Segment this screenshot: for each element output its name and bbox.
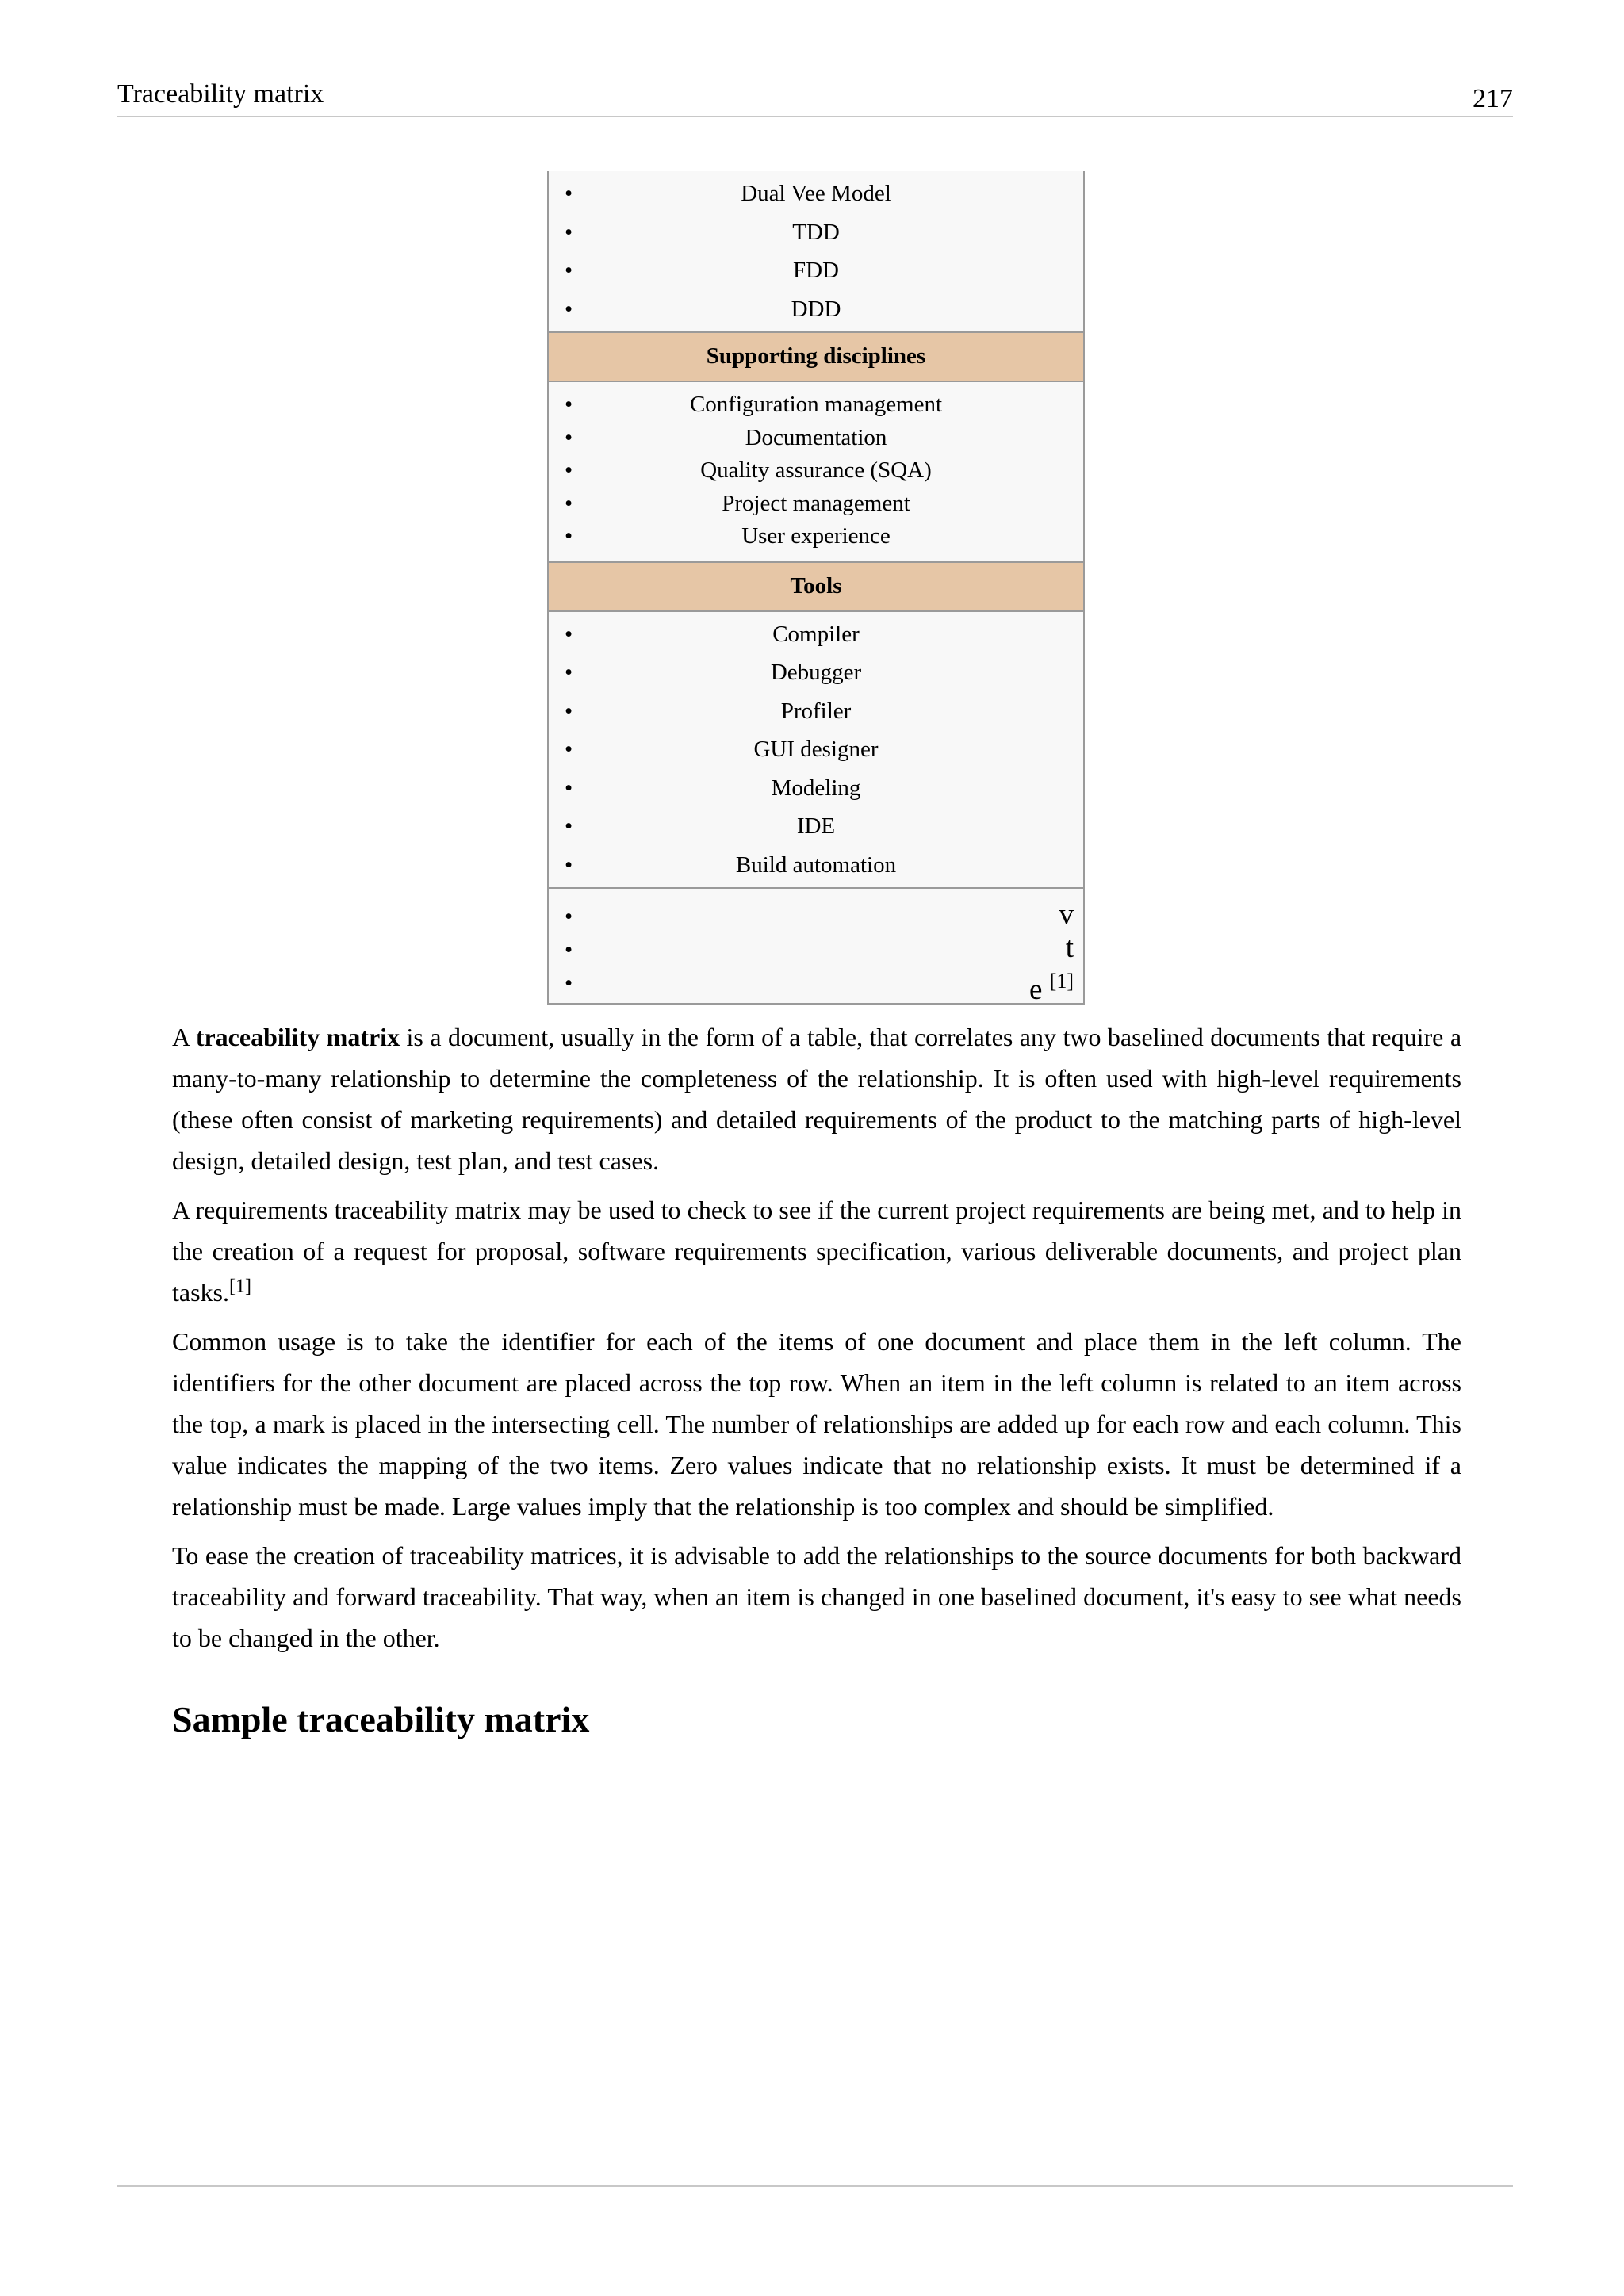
navbox-link-configuration-management[interactable]: Configuration management xyxy=(689,392,943,417)
navbox-link-ide[interactable]: IDE xyxy=(796,813,836,839)
paragraph-ease-creation: To ease the creation of traceability matrices, it is advisable to add the relationships to the source documents for both backward traceability and forward traceability. That way, when an item is changed in one baselined document, it's easy to see what needs to be changed in the other. xyxy=(172,1541,1461,1652)
bullet: • xyxy=(565,296,573,322)
list-item[interactable] xyxy=(558,290,1074,329)
bullet: • xyxy=(565,660,573,685)
bullet: • xyxy=(565,523,573,549)
defined-term: traceability matrix xyxy=(195,1023,400,1051)
bullet: • xyxy=(565,775,573,801)
navbox-link-debugger[interactable]: Debugger xyxy=(770,660,862,685)
footer-rule xyxy=(117,2185,1513,2187)
list-item[interactable] xyxy=(558,807,1074,846)
list-item[interactable] xyxy=(558,846,1074,885)
navbox-link-gui-designer[interactable]: GUI designer xyxy=(753,737,879,762)
bullet: • xyxy=(565,219,573,245)
paragraph-text: is a document, usually in the form of a table, that correlates any two baselined documents that require a many-to-many relationship to determine the completeness of the relationship. It is often used with high-level requirements (these often consist of marketing requirements) and detailed requirements of the product to the matching parts of high-level design, detailed design, test plan, and test cases. xyxy=(172,1023,1462,1175)
list-item[interactable] xyxy=(558,692,1074,731)
list-item[interactable] xyxy=(558,520,1074,553)
vte-talk-link[interactable]: t xyxy=(1065,932,1074,964)
navbox-link-fdd[interactable]: FDD xyxy=(792,258,839,283)
bullet: • xyxy=(565,424,573,450)
paragraph-text: A requirements traceability matrix may be used to check to see if the current project requirements are being met, and to help in the creation of a request for proposal, software requirements specification, various deliverable documents, and project plan tasks. xyxy=(172,1196,1461,1307)
navbox-link-ddd[interactable]: DDD xyxy=(791,296,841,322)
bullet: • xyxy=(565,621,573,647)
navbox-tools-list xyxy=(549,612,1083,888)
bullet: • xyxy=(565,851,573,878)
navbox-header-tools: Tools xyxy=(549,561,1083,612)
bullet: • xyxy=(565,181,573,206)
list-item[interactable] xyxy=(558,653,1074,692)
navbox-supporting-list xyxy=(549,382,1083,561)
paragraph-intro xyxy=(172,1016,1461,1181)
navbox-methods-list xyxy=(549,171,1083,331)
paragraph-lead: A xyxy=(172,1023,196,1051)
bullet: • xyxy=(565,970,573,996)
bullet: • xyxy=(565,813,573,839)
list-item[interactable] xyxy=(558,488,1074,521)
list-item[interactable] xyxy=(558,769,1074,808)
navbox-link-dual-vee-model[interactable]: Dual Vee Model xyxy=(741,181,891,206)
paragraph-common-usage: Common usage is to take the identifier for each of the items of one document and place them in the left column. The identifiers for the other document are placed across the top row. When an item in the left column is related to an item across the top, a mark is placed in the intersecting cell. The number of relationships are added up for each row and each column. This value indicates the mapping of the two items. Zero values indicate that no relationship exists. It must be determined if a relationship must be made. Large values imply that the relationship is too complex and should be simplified. xyxy=(172,1327,1461,1521)
navbox-link-quality-assurance[interactable]: Quality assurance (SQA) xyxy=(700,457,932,483)
paragraph-usage xyxy=(172,1189,1461,1313)
navbox-header-supporting-disciplines: Supporting disciplines xyxy=(549,331,1083,382)
bullet: • xyxy=(565,937,573,962)
bullet: • xyxy=(565,698,573,724)
navbox-link-tdd[interactable]: TDD xyxy=(792,219,840,245)
citation-ref[interactable]: [1] xyxy=(229,1276,251,1297)
citation-ref[interactable]: [1] xyxy=(1049,970,1074,993)
list-item[interactable] xyxy=(558,251,1074,290)
navbox-link-user-experience[interactable]: User experience xyxy=(741,523,891,549)
running-header-title: Traceability matrix xyxy=(117,79,324,109)
list-item[interactable] xyxy=(558,615,1074,654)
navbox-link-profiler[interactable]: Profiler xyxy=(780,698,852,724)
navbox-link-modeling[interactable]: Modeling xyxy=(771,775,861,801)
list-item[interactable] xyxy=(558,898,1074,932)
navbox-link-project-management[interactable]: Project management xyxy=(722,490,910,516)
list-item[interactable] xyxy=(558,454,1074,488)
list-item[interactable] xyxy=(558,422,1074,455)
list-item[interactable] xyxy=(558,932,1074,965)
list-item[interactable] xyxy=(558,730,1074,769)
bullet: • xyxy=(565,392,573,417)
list-item[interactable] xyxy=(558,174,1074,213)
list-item[interactable] xyxy=(558,965,1074,1006)
list-item[interactable] xyxy=(558,213,1074,252)
navbox-vte xyxy=(549,887,1083,1006)
list-item[interactable] xyxy=(558,388,1074,422)
navbox-link-compiler[interactable]: Compiler xyxy=(772,621,860,647)
article-body xyxy=(172,1016,1461,1740)
vte-edit-link[interactable]: e xyxy=(1028,974,1043,1006)
running-header xyxy=(117,79,1513,117)
navbox-link-documentation[interactable]: Documentation xyxy=(745,424,887,450)
bullet: • xyxy=(565,457,573,483)
bullet: • xyxy=(565,258,573,283)
navbox-link-build-automation[interactable]: Build automation xyxy=(735,851,897,878)
section-heading-sample-matrix: Sample traceability matrix xyxy=(172,1699,590,1739)
bullet: • xyxy=(565,737,573,762)
bullet: • xyxy=(565,904,573,929)
software-development-navbox xyxy=(547,171,1085,1004)
vte-view-link[interactable]: v xyxy=(1059,898,1074,931)
bullet: • xyxy=(565,490,573,516)
page-number: 217 xyxy=(1473,84,1513,113)
